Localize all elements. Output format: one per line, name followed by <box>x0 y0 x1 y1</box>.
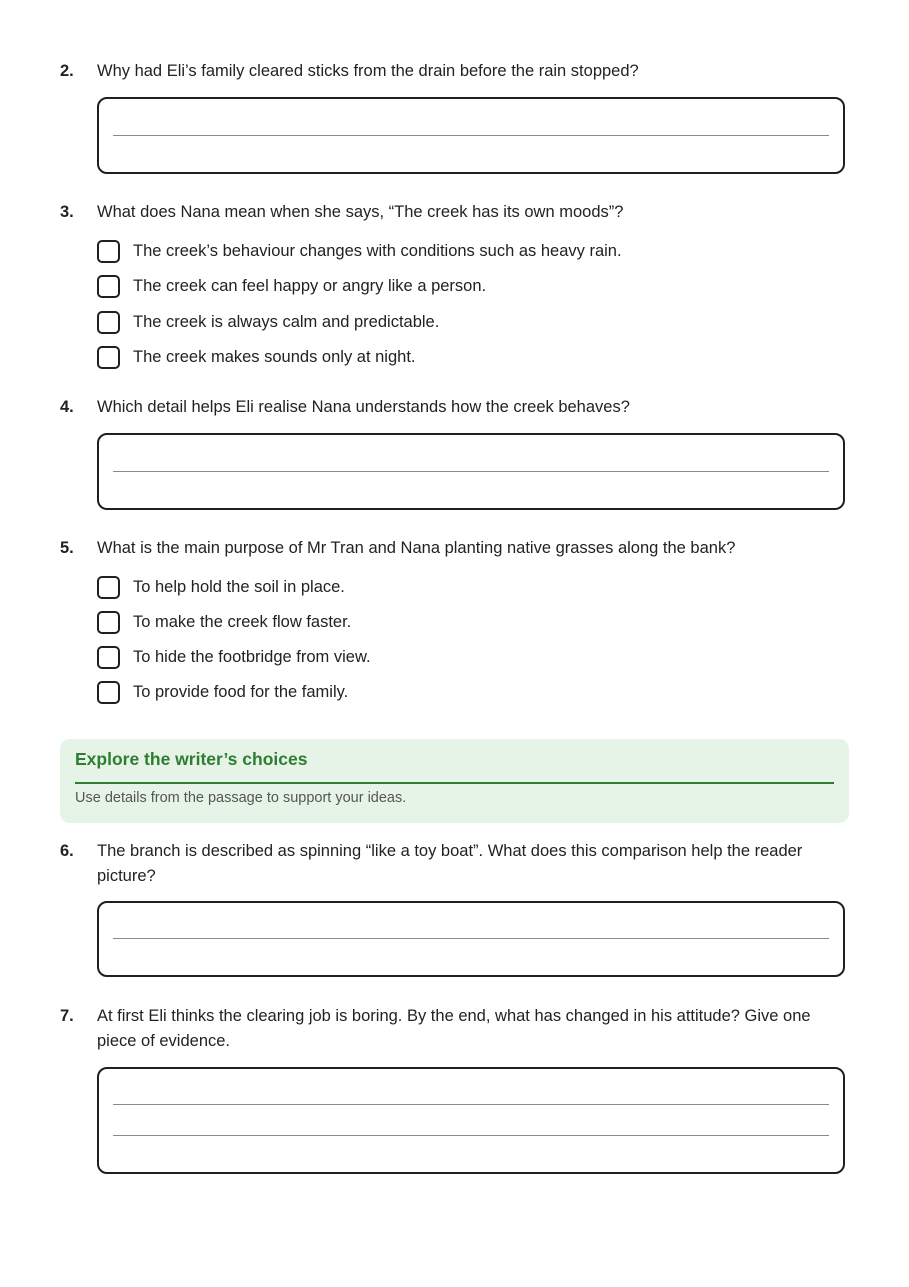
option-q3-d[interactable] <box>97 345 415 369</box>
option-label: The creek makes sounds only at night. <box>133 348 416 366</box>
question-text: What does Nana mean when she says, “The creek has its own moods”? <box>97 203 624 221</box>
question-text: Why had Eli’s family cleared sticks from the drain before the rain stopped? <box>97 62 639 80</box>
option-label: To help hold the soil in place. <box>133 578 345 596</box>
option-label: To make the creek flow faster. <box>133 613 352 631</box>
option-label: To provide food for the family. <box>133 683 349 701</box>
option-label: The creek’s behaviour changes with conditions such as heavy rain. <box>133 242 622 260</box>
question-text: Which detail helps Eli realise Nana understands how the creek behaves? <box>97 398 630 416</box>
option-label: To hide the footbridge from view. <box>133 648 371 666</box>
option-label: The creek can feel happy or angry like a person. <box>133 277 487 295</box>
option-label: The creek is always calm and predictable. <box>133 313 440 331</box>
option-q5-d[interactable] <box>97 680 348 704</box>
option-q5-c[interactable] <box>97 645 371 669</box>
section-divider <box>75 782 834 784</box>
checkbox[interactable] <box>97 311 120 334</box>
answer-line <box>113 1104 829 1105</box>
question-6 <box>60 839 850 889</box>
question-4 <box>60 395 850 420</box>
checkbox[interactable] <box>97 576 120 599</box>
checkbox[interactable] <box>97 646 120 669</box>
answer-line <box>113 1135 829 1136</box>
question-number: 5. <box>60 539 74 557</box>
question-text: At first Eli thinks the clearing job is boring. By the end, what has changed in his attitude? Give one piece of evidence. <box>97 1007 811 1050</box>
checkbox[interactable] <box>97 346 120 369</box>
checkbox[interactable] <box>97 611 120 634</box>
answer-line <box>113 471 829 472</box>
checkbox[interactable] <box>97 240 120 263</box>
question-number: 2. <box>60 62 74 80</box>
option-q3-b[interactable] <box>97 274 486 298</box>
option-q5-a[interactable] <box>97 575 345 599</box>
question-number: 3. <box>60 203 74 221</box>
option-q5-b[interactable] <box>97 610 351 634</box>
question-number: 4. <box>60 398 74 416</box>
question-text: The branch is described as spinning “like a toy boat”. What does this comparison help the reader picture? <box>97 842 803 885</box>
answer-box-q6[interactable] <box>97 901 845 977</box>
checkbox[interactable] <box>97 275 120 298</box>
question-5 <box>60 536 850 561</box>
answer-line <box>113 135 829 136</box>
question-number: 6. <box>60 842 74 860</box>
question-text: What is the main purpose of Mr Tran and Nana planting native grasses along the bank? <box>97 539 736 557</box>
answer-box-q4[interactable] <box>97 433 845 510</box>
question-3 <box>60 200 850 225</box>
option-q3-c[interactable] <box>97 310 439 334</box>
section-subtitle: Use details from the passage to support your ideas. <box>75 790 407 806</box>
option-q3-a[interactable] <box>97 239 622 263</box>
question-7 <box>60 1004 850 1054</box>
checkbox[interactable] <box>97 681 120 704</box>
question-2 <box>60 59 850 84</box>
question-number: 7. <box>60 1007 74 1025</box>
answer-box-q2[interactable] <box>97 97 845 174</box>
section-panel <box>60 739 849 823</box>
answer-line <box>113 938 829 939</box>
section-title: Explore the writer’s choices <box>75 749 308 769</box>
answer-box-q7[interactable] <box>97 1067 845 1174</box>
